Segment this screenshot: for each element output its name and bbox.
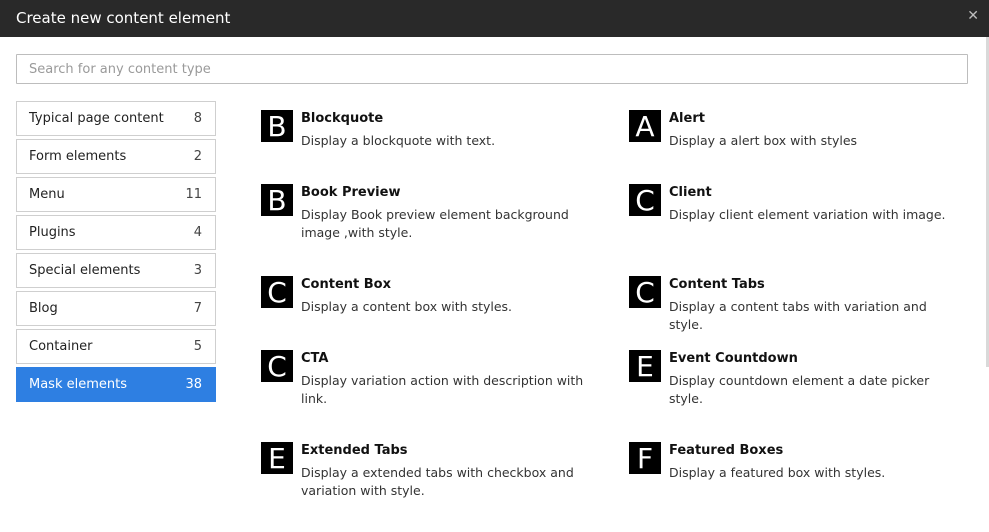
category-label: Mask elements — [29, 377, 127, 392]
category-count: 3 — [193, 263, 202, 278]
element-name: Content Box — [301, 277, 391, 292]
element-event-countdown[interactable] — [629, 350, 959, 420]
letter-f-icon: F — [629, 442, 661, 474]
category-special-elements[interactable] — [16, 253, 216, 288]
element-name: Alert — [669, 111, 705, 126]
modal-title: Create new content element — [16, 9, 231, 27]
category-count: 7 — [193, 301, 202, 316]
category-label: Plugins — [29, 225, 76, 240]
category-count: 5 — [193, 339, 202, 354]
element-book-preview[interactable] — [261, 184, 591, 254]
category-count: 11 — [185, 187, 202, 202]
category-label: Typical page content — [29, 111, 164, 126]
letter-c-icon: C — [629, 276, 661, 308]
element-description: Display countdown element a date picker style. — [669, 373, 930, 406]
category-count: 8 — [193, 111, 202, 126]
element-featured-boxes[interactable] — [629, 442, 959, 512]
element-description: Display client element variation with image. — [669, 207, 946, 222]
element-description: Display a content tabs with variation and style. — [669, 299, 927, 332]
element-name: CTA — [301, 351, 329, 366]
letter-c-icon: C — [261, 276, 293, 308]
search-input[interactable] — [16, 54, 968, 84]
element-alert[interactable] — [629, 110, 959, 180]
category-count: 4 — [193, 225, 202, 240]
element-content-tabs[interactable] — [629, 276, 959, 346]
modal-header — [0, 0, 989, 37]
letter-c-icon: C — [629, 184, 661, 216]
category-form-elements[interactable] — [16, 139, 216, 174]
element-description: Display a content box with styles. — [301, 299, 513, 314]
letter-e-icon: E — [629, 350, 661, 382]
category-container[interactable] — [16, 329, 216, 364]
element-name: Book Preview — [301, 185, 401, 200]
element-name: Featured Boxes — [669, 443, 784, 458]
element-name: Blockquote — [301, 111, 384, 126]
element-client[interactable] — [629, 184, 959, 254]
letter-c-icon: C — [261, 350, 293, 382]
element-description: Display variation action with description with link. — [301, 373, 584, 406]
element-description: Display a alert box with styles — [669, 133, 858, 148]
category-menu[interactable] — [16, 177, 216, 212]
element-description: Display a extended tabs with checkbox and variation with style. — [301, 465, 574, 498]
letter-b-icon: B — [261, 184, 293, 216]
category-label: Form elements — [29, 149, 127, 164]
letter-e-icon: E — [261, 442, 293, 474]
element-name: Event Countdown — [669, 351, 798, 366]
element-content-box[interactable] — [261, 276, 591, 346]
category-label: Menu — [29, 187, 65, 202]
element-name: Extended Tabs — [301, 443, 408, 458]
category-label: Blog — [29, 301, 58, 316]
category-label: Container — [29, 339, 93, 354]
category-label: Special elements — [29, 263, 141, 278]
element-extended-tabs[interactable] — [261, 442, 591, 512]
element-blockquote[interactable] — [261, 110, 591, 180]
letter-b-icon: B — [261, 110, 293, 142]
element-description: Display a featured box with styles. — [669, 465, 886, 480]
close-icon[interactable]: ✕ — [967, 8, 979, 24]
letter-a-icon: A — [629, 110, 661, 142]
category-count: 2 — [193, 149, 202, 164]
element-description: Display Book preview element background image ,with style. — [301, 207, 569, 240]
category-blog[interactable] — [16, 291, 216, 326]
category-count: 38 — [185, 377, 202, 392]
category-plugins[interactable] — [16, 215, 216, 250]
element-cta[interactable] — [261, 350, 591, 420]
element-name: Content Tabs — [669, 277, 765, 292]
element-description: Display a blockquote with text. — [301, 133, 496, 148]
category-mask-elements[interactable] — [16, 367, 216, 402]
category-typical-page-content[interactable] — [16, 101, 216, 136]
element-name: Client — [669, 185, 712, 200]
